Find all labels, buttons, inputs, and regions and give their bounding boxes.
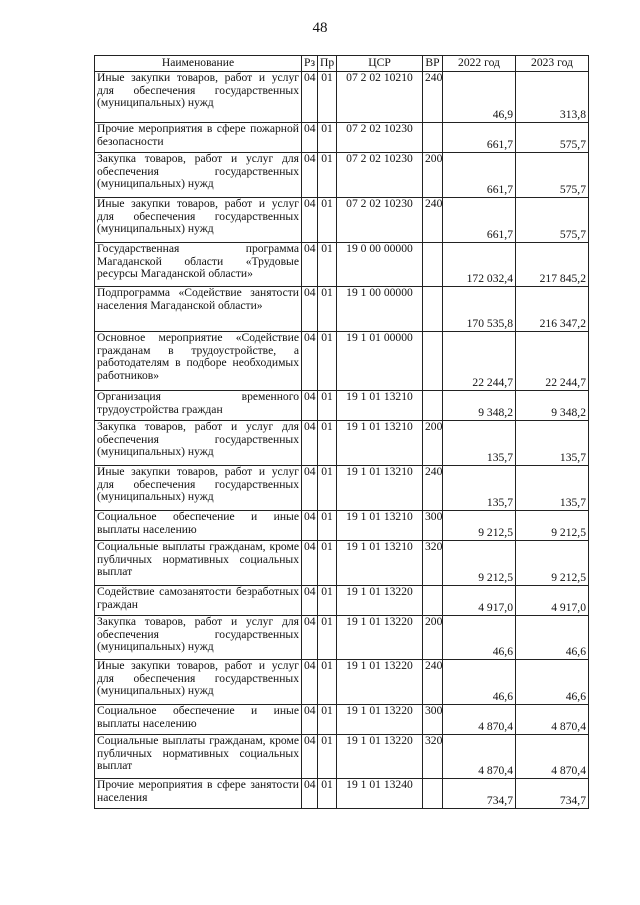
cell-vr bbox=[423, 779, 443, 809]
cell-csr: 07 2 02 10230 bbox=[337, 198, 423, 243]
budget-table bbox=[94, 55, 589, 809]
cell-vr: 200 bbox=[423, 616, 443, 660]
table-row bbox=[95, 243, 589, 287]
cell-2023: 4 917,0 bbox=[516, 586, 589, 616]
cell-2022: 135,7 bbox=[443, 466, 516, 511]
cell-name: Закупка товаров, работ и услуг для обеспечения государственных (муниципальных) нужд bbox=[95, 153, 302, 198]
cell-vr: 240 bbox=[423, 466, 443, 511]
cell-2022: 46,6 bbox=[443, 660, 516, 705]
cell-2022: 9 212,5 bbox=[443, 541, 516, 586]
cell-rz: 04 bbox=[302, 243, 318, 287]
cell-name: Социальное обеспечение и иные выплаты населению bbox=[95, 511, 302, 541]
cell-rz: 04 bbox=[302, 705, 318, 735]
cell-vr bbox=[423, 123, 443, 153]
cell-2022: 734,7 bbox=[443, 779, 516, 809]
cell-2023: 575,7 bbox=[516, 198, 589, 243]
cell-name: Государственная программа Магаданской области «Трудовые ресурсы Магаданской области» bbox=[95, 243, 302, 287]
cell-csr: 19 1 01 13220 bbox=[337, 705, 423, 735]
cell-pr: 01 bbox=[318, 735, 337, 779]
cell-2022: 9 348,2 bbox=[443, 391, 516, 421]
cell-rz: 04 bbox=[302, 72, 318, 123]
cell-csr: 19 1 01 13220 bbox=[337, 616, 423, 660]
table-row bbox=[95, 541, 589, 586]
cell-pr: 01 bbox=[318, 198, 337, 243]
header-name: Наименование bbox=[95, 56, 302, 72]
cell-csr: 19 1 01 13210 bbox=[337, 391, 423, 421]
cell-vr: 300 bbox=[423, 705, 443, 735]
cell-csr: 19 0 00 00000 bbox=[337, 243, 423, 287]
cell-2023: 135,7 bbox=[516, 466, 589, 511]
cell-rz: 04 bbox=[302, 198, 318, 243]
cell-csr: 19 1 01 13210 bbox=[337, 421, 423, 466]
cell-2023: 46,6 bbox=[516, 616, 589, 660]
cell-csr: 19 1 01 13210 bbox=[337, 511, 423, 541]
cell-rz: 04 bbox=[302, 466, 318, 511]
cell-name: Иные закупки товаров, работ и услуг для обеспечения государственных (муниципальных) нужд bbox=[95, 660, 302, 705]
cell-csr: 19 1 01 13210 bbox=[337, 466, 423, 511]
cell-pr: 01 bbox=[318, 466, 337, 511]
cell-rz: 04 bbox=[302, 660, 318, 705]
cell-csr: 07 2 02 10230 bbox=[337, 153, 423, 198]
cell-rz: 04 bbox=[302, 391, 318, 421]
cell-2023: 217 845,2 bbox=[516, 243, 589, 287]
cell-2022: 170 535,8 bbox=[443, 287, 516, 332]
cell-name: Закупка товаров, работ и услуг для обеспечения государственных (муниципальных) нужд bbox=[95, 616, 302, 660]
cell-pr: 01 bbox=[318, 332, 337, 391]
cell-rz: 04 bbox=[302, 616, 318, 660]
cell-csr: 19 1 01 13220 bbox=[337, 735, 423, 779]
table-row bbox=[95, 123, 589, 153]
cell-2023: 575,7 bbox=[516, 123, 589, 153]
cell-pr: 01 bbox=[318, 586, 337, 616]
cell-pr: 01 bbox=[318, 153, 337, 198]
cell-pr: 01 bbox=[318, 287, 337, 332]
cell-2023: 46,6 bbox=[516, 660, 589, 705]
cell-csr: 07 2 02 10230 bbox=[337, 123, 423, 153]
cell-rz: 04 bbox=[302, 153, 318, 198]
cell-2022: 661,7 bbox=[443, 153, 516, 198]
table-row bbox=[95, 616, 589, 660]
cell-name: Организация временного трудоустройства граждан bbox=[95, 391, 302, 421]
cell-2023: 216 347,2 bbox=[516, 287, 589, 332]
cell-pr: 01 bbox=[318, 421, 337, 466]
table-row bbox=[95, 153, 589, 198]
cell-pr: 01 bbox=[318, 511, 337, 541]
cell-2022: 172 032,4 bbox=[443, 243, 516, 287]
cell-pr: 01 bbox=[318, 243, 337, 287]
cell-2023: 575,7 bbox=[516, 153, 589, 198]
cell-csr: 19 1 01 13240 bbox=[337, 779, 423, 809]
cell-name: Иные закупки товаров, работ и услуг для обеспечения государственных (муниципальных) нужд bbox=[95, 72, 302, 123]
cell-csr: 19 1 01 13210 bbox=[337, 541, 423, 586]
header-pr: Пр bbox=[318, 56, 337, 72]
table-row bbox=[95, 735, 589, 779]
cell-name: Прочие мероприятия в сфере занятости населения bbox=[95, 779, 302, 809]
cell-csr: 19 1 01 13220 bbox=[337, 660, 423, 705]
cell-vr: 200 bbox=[423, 421, 443, 466]
cell-csr: 19 1 00 00000 bbox=[337, 287, 423, 332]
table-row bbox=[95, 779, 589, 809]
table-row bbox=[95, 391, 589, 421]
cell-name: Закупка товаров, работ и услуг для обеспечения государственных (муниципальных) нужд bbox=[95, 421, 302, 466]
cell-name: Подпрограмма «Содействие занятости населения Магаданской области» bbox=[95, 287, 302, 332]
cell-2022: 4 917,0 bbox=[443, 586, 516, 616]
cell-vr: 240 bbox=[423, 72, 443, 123]
cell-2022: 46,9 bbox=[443, 72, 516, 123]
table-row bbox=[95, 421, 589, 466]
cell-vr bbox=[423, 243, 443, 287]
header-2023: 2023 год bbox=[516, 56, 589, 72]
table-row bbox=[95, 332, 589, 391]
cell-2023: 9 212,5 bbox=[516, 541, 589, 586]
cell-pr: 01 bbox=[318, 779, 337, 809]
cell-rz: 04 bbox=[302, 287, 318, 332]
table-row bbox=[95, 72, 589, 123]
cell-vr: 200 bbox=[423, 153, 443, 198]
cell-rz: 04 bbox=[302, 123, 318, 153]
header-rz: Рз bbox=[302, 56, 318, 72]
cell-vr: 320 bbox=[423, 735, 443, 779]
cell-vr bbox=[423, 287, 443, 332]
cell-name: Социальные выплаты гражданам, кроме публичных нормативных социальных выплат bbox=[95, 735, 302, 779]
cell-name: Основное мероприятие «Содействие гражданам в трудоустройстве, а работодателям в подборе необходимых работников» bbox=[95, 332, 302, 391]
cell-name: Иные закупки товаров, работ и услуг для обеспечения государственных (муниципальных) нужд bbox=[95, 198, 302, 243]
cell-vr: 320 bbox=[423, 541, 443, 586]
cell-vr bbox=[423, 586, 443, 616]
cell-name: Иные закупки товаров, работ и услуг для обеспечения государственных (муниципальных) нужд bbox=[95, 466, 302, 511]
cell-2023: 313,8 bbox=[516, 72, 589, 123]
cell-csr: 19 1 01 00000 bbox=[337, 332, 423, 391]
cell-2022: 661,7 bbox=[443, 123, 516, 153]
cell-pr: 01 bbox=[318, 541, 337, 586]
cell-2022: 4 870,4 bbox=[443, 735, 516, 779]
cell-2023: 22 244,7 bbox=[516, 332, 589, 391]
cell-rz: 04 bbox=[302, 586, 318, 616]
cell-rz: 04 bbox=[302, 511, 318, 541]
cell-pr: 01 bbox=[318, 660, 337, 705]
cell-2023: 9 348,2 bbox=[516, 391, 589, 421]
cell-vr bbox=[423, 391, 443, 421]
cell-rz: 04 bbox=[302, 421, 318, 466]
cell-rz: 04 bbox=[302, 735, 318, 779]
cell-rz: 04 bbox=[302, 541, 318, 586]
cell-vr: 240 bbox=[423, 198, 443, 243]
cell-2023: 4 870,4 bbox=[516, 705, 589, 735]
table-row bbox=[95, 466, 589, 511]
cell-name: Социальные выплаты гражданам, кроме публичных нормативных социальных выплат bbox=[95, 541, 302, 586]
cell-csr: 07 2 02 10210 bbox=[337, 72, 423, 123]
table-row bbox=[95, 586, 589, 616]
cell-pr: 01 bbox=[318, 391, 337, 421]
table-row bbox=[95, 287, 589, 332]
table-header-row bbox=[95, 56, 589, 72]
cell-vr bbox=[423, 332, 443, 391]
header-2022: 2022 год bbox=[443, 56, 516, 72]
cell-2022: 22 244,7 bbox=[443, 332, 516, 391]
page-number: 48 bbox=[312, 20, 328, 36]
table-row bbox=[95, 660, 589, 705]
cell-2022: 4 870,4 bbox=[443, 705, 516, 735]
cell-pr: 01 bbox=[318, 123, 337, 153]
cell-2022: 9 212,5 bbox=[443, 511, 516, 541]
cell-pr: 01 bbox=[318, 705, 337, 735]
cell-2023: 734,7 bbox=[516, 779, 589, 809]
cell-name: Прочие мероприятия в сфере пожарной безопасности bbox=[95, 123, 302, 153]
table-row bbox=[95, 705, 589, 735]
cell-2023: 135,7 bbox=[516, 421, 589, 466]
cell-vr: 300 bbox=[423, 511, 443, 541]
table-body bbox=[95, 72, 589, 809]
cell-pr: 01 bbox=[318, 616, 337, 660]
cell-rz: 04 bbox=[302, 332, 318, 391]
cell-2022: 46,6 bbox=[443, 616, 516, 660]
table-row bbox=[95, 198, 589, 243]
cell-2023: 4 870,4 bbox=[516, 735, 589, 779]
cell-pr: 01 bbox=[318, 72, 337, 123]
header-vr: ВР bbox=[423, 56, 443, 72]
table-row bbox=[95, 511, 589, 541]
cell-2022: 661,7 bbox=[443, 198, 516, 243]
cell-2022: 135,7 bbox=[443, 421, 516, 466]
cell-rz: 04 bbox=[302, 779, 318, 809]
header-csr: ЦСР bbox=[337, 56, 423, 72]
cell-name: Социальное обеспечение и иные выплаты населению bbox=[95, 705, 302, 735]
cell-2023: 9 212,5 bbox=[516, 511, 589, 541]
cell-name: Содействие самозанятости безработных граждан bbox=[95, 586, 302, 616]
cell-csr: 19 1 01 13220 bbox=[337, 586, 423, 616]
cell-vr: 240 bbox=[423, 660, 443, 705]
